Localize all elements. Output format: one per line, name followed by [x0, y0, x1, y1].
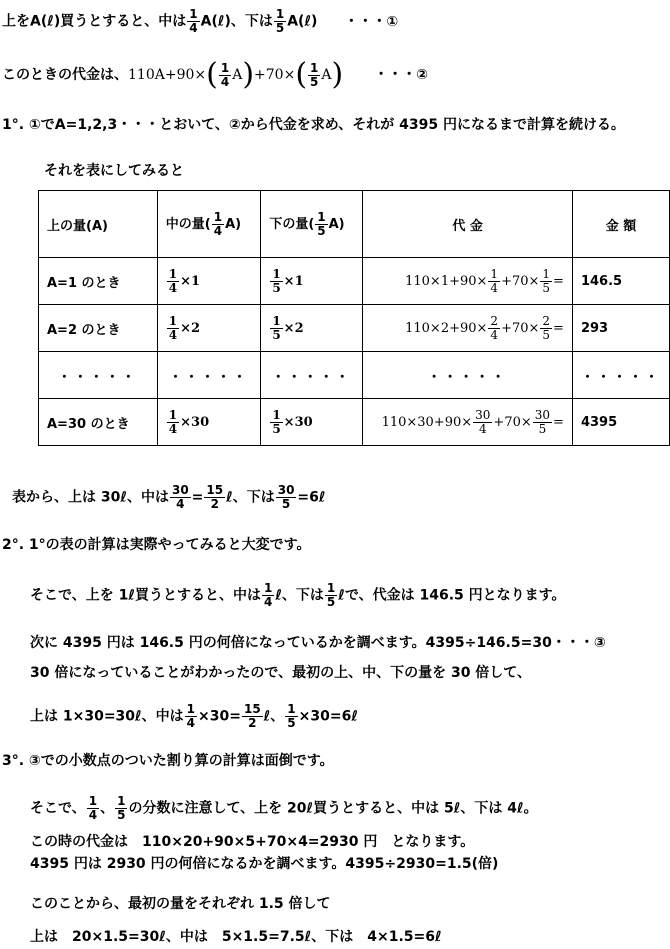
row-cost [363, 305, 573, 352]
cost-expr: = [553, 320, 564, 336]
row-amount: 293 [572, 305, 669, 352]
fraction [533, 409, 552, 436]
denominator: 5 [542, 327, 551, 342]
fraction [270, 315, 282, 342]
paragraph-text: そこで、上を 1ℓ買うとすると、中は [30, 587, 261, 604]
result-text: = [191, 489, 204, 506]
numerator: 1 [542, 266, 551, 281]
expression: A [232, 67, 243, 83]
step3-paragraph-4: このことから、最初の量をそれぞれ 1.5 倍して [30, 896, 331, 912]
step2-paragraph-2: 次に 4395 円は 146.5 円の何倍になっているかを調べます。4395÷146.5=30・・・③ [30, 635, 606, 651]
denominator: 4 [168, 280, 178, 295]
row-label: A=2 のとき [39, 305, 158, 352]
intro-line-1 [2, 8, 398, 35]
cost-expr: +70× [501, 320, 540, 336]
numerator: 15 [206, 483, 224, 497]
fraction [274, 8, 286, 35]
numerator: 1 [272, 407, 281, 422]
denominator: 4 [490, 327, 499, 342]
row-middle [157, 258, 261, 305]
ellipsis-cell: ・・・・・ [572, 352, 669, 399]
step3-title: 3°. ③での小数点のついた割り算の計算は面倒です。 [2, 753, 334, 769]
multiplier: ×30 [283, 414, 313, 430]
denominator: 5 [287, 716, 296, 730]
fraction [540, 268, 552, 295]
table-row [39, 305, 670, 352]
numerator: 1 [490, 266, 499, 281]
paragraph-text: 、 [100, 800, 115, 817]
denominator: 4 [263, 595, 273, 609]
ellipsis-cell: ・・・・・ [157, 352, 261, 399]
fraction [167, 315, 179, 342]
paragraph-text: ×30=6ℓ [298, 708, 358, 725]
intro-line-2: このときの代金は、110A+90×( $\frac{1}{4}$ A)+70×( $\frac{1}{5}$ A) ・・・② [2, 57, 428, 92]
denominator: 5 [275, 21, 285, 35]
denominator: 4 [186, 716, 196, 730]
header-middle [157, 191, 261, 258]
numerator: 1 [287, 702, 296, 716]
table-row [39, 258, 670, 305]
header-text: A) [328, 216, 345, 232]
numerator: 1 [168, 313, 178, 328]
fraction [315, 211, 327, 238]
denominator: 5 [538, 421, 547, 436]
header-lower [261, 191, 363, 258]
expression: A [321, 67, 332, 83]
fraction [285, 703, 297, 730]
fraction [270, 268, 282, 295]
numerator: 30 [534, 407, 551, 422]
table-row-dots [39, 352, 670, 399]
numerator: 1 [310, 60, 319, 75]
step1-lead: それを表にしてみると [44, 163, 184, 179]
intro-text: A(ℓ) [287, 13, 318, 30]
denominator: 5 [117, 808, 126, 822]
numerator: 1 [186, 702, 196, 716]
numerator: 1 [220, 60, 230, 75]
denominator: 4 [176, 497, 185, 511]
step1-title: 1°. ①でA=1,2,3・・・とおいて、②から代金を求め、それが 4395 円になるまで計算を続ける。 [2, 117, 625, 133]
fraction [204, 484, 225, 511]
cost-expr: 110×30+90× [381, 414, 473, 430]
expression: +70× [254, 67, 296, 83]
step3-paragraph-5: 上は 20×1.5=30ℓ、中は 5×1.5=7.5ℓ、下は 4×1.5=6ℓ [30, 929, 442, 945]
paragraph-text: ×30= [198, 708, 241, 725]
denominator: 4 [213, 223, 223, 238]
row-lower [261, 399, 363, 446]
fraction [87, 795, 99, 822]
row-lower [261, 305, 363, 352]
numerator: 1 [168, 266, 178, 281]
numerator: 1 [317, 209, 326, 224]
row-cost [363, 258, 573, 305]
fraction [242, 703, 263, 730]
step2-paragraph-4 [30, 703, 358, 730]
cost-expr: 110×1+90× [405, 273, 488, 289]
paragraph-text: ℓで、代金は 146.5 円となります。 [338, 587, 566, 604]
denominator: 2 [248, 716, 257, 730]
numerator: 2 [490, 313, 499, 328]
multiplier: ×2 [180, 320, 201, 336]
fraction [488, 315, 500, 342]
fraction [115, 795, 127, 822]
step3-paragraph-1 [30, 795, 538, 822]
denominator: 4 [220, 74, 230, 89]
fraction [276, 484, 297, 511]
numerator: 1 [272, 266, 281, 281]
result-text: ℓ、下は [226, 489, 275, 506]
row-middle [157, 305, 261, 352]
paragraph-text: の分数に注意して、上を 20ℓ買うとすると、中は 5ℓ、下は 4ℓ。 [128, 800, 538, 817]
multiplier: ×2 [283, 320, 304, 336]
expression: 110A+90× [128, 67, 207, 83]
cost-expr: +70× [501, 273, 540, 289]
denominator: 5 [272, 280, 281, 295]
denominator: 5 [542, 280, 551, 295]
paragraph-text: ℓ、下は [275, 587, 324, 604]
numerator: 1 [88, 794, 98, 808]
intro-text: A(ℓ)、下は [200, 13, 273, 30]
cost-expr: 110×2+90× [405, 320, 488, 336]
result-text: 表から、上は 30ℓ、中は [12, 489, 169, 506]
numerator: 1 [189, 7, 198, 21]
calculation-table [38, 190, 670, 446]
ellipsis-cell: ・・・・・ [261, 352, 363, 399]
multiplier: ×30 [180, 414, 210, 430]
denominator: 4 [88, 808, 98, 822]
row-label: A=1 のとき [39, 258, 158, 305]
numerator: 2 [542, 313, 551, 328]
equation-marker: ・・・② [374, 67, 428, 83]
denominator: 5 [272, 421, 281, 436]
denominator: 5 [281, 497, 291, 511]
row-middle [157, 399, 261, 446]
numerator: 15 [243, 702, 261, 716]
step2-title: 2°. 1°の表の計算は実際やってみると大変です。 [2, 537, 311, 553]
denominator: 5 [326, 595, 336, 609]
denominator: 4 [189, 21, 198, 35]
fraction [488, 268, 500, 295]
numerator: 1 [168, 407, 178, 422]
cost-expr: +70× [493, 414, 532, 430]
equation-marker: ・・・① [344, 13, 399, 30]
ellipsis-cell: ・・・・・ [363, 352, 573, 399]
header-cost: 代 金 [363, 191, 573, 258]
header-amount: 金 額 [572, 191, 669, 258]
result-text: =6ℓ [297, 489, 326, 506]
step3-paragraph-2: この時の代金は 110×20+90×5+70×4=2930 円 となります。 [30, 834, 475, 850]
denominator: 4 [490, 280, 499, 295]
fraction [212, 211, 224, 238]
paragraph-text: そこで、 [30, 800, 86, 817]
multiplier: ×1 [283, 273, 304, 289]
row-cost [363, 399, 573, 446]
denominator: 4 [478, 421, 487, 436]
header-text: 下の量( [269, 216, 315, 232]
fraction [187, 8, 199, 35]
cost-expr: = [553, 414, 564, 430]
intro-text: このときの代金は、 [2, 67, 128, 83]
fraction [167, 268, 179, 295]
fraction [270, 409, 282, 436]
denominator: 5 [317, 223, 326, 238]
fraction [540, 315, 552, 342]
numerator: 30 [277, 483, 295, 497]
fraction [167, 409, 179, 436]
denominator: 5 [272, 327, 281, 342]
numerator: 1 [326, 581, 336, 595]
numerator: 30 [475, 407, 491, 422]
denominator: 2 [210, 497, 219, 511]
step2-paragraph-1 [30, 582, 566, 609]
denominator: 4 [168, 327, 178, 342]
step3-paragraph-3: 4395 円は 2930 円の何倍になるかを調べます。4395÷2930=1.5(倍) [30, 856, 499, 872]
fraction [219, 62, 231, 89]
table-header-row [39, 191, 670, 258]
header-text: A) [225, 216, 242, 232]
fraction [170, 484, 191, 511]
multiplier: ×1 [180, 273, 201, 289]
numerator: 1 [213, 209, 223, 224]
numerator: 1 [117, 794, 126, 808]
step2-paragraph-3: 30 倍になっていることがわかったので、最初の上、中、下の量を 30 倍して、 [30, 665, 532, 681]
fraction [262, 582, 274, 609]
paragraph-text: ℓ、 [263, 708, 285, 725]
denominator: 5 [310, 74, 319, 89]
numerator: 1 [272, 313, 281, 328]
fraction [325, 582, 337, 609]
row-amount: 4395 [572, 399, 669, 446]
result1-line [12, 484, 326, 511]
intro-text: 上をA(ℓ)買うとすると、中は [2, 13, 187, 30]
row-label: A=30 のとき [39, 399, 158, 446]
fraction [308, 62, 320, 89]
cost-expr: = [553, 273, 564, 289]
numerator: 1 [275, 7, 285, 21]
row-amount: 146.5 [572, 258, 669, 305]
paragraph-text: 上は 1×30=30ℓ、中は [30, 708, 184, 725]
denominator: 4 [168, 421, 178, 436]
numerator: 30 [171, 483, 189, 497]
fraction [473, 409, 492, 436]
header-text: 中の量( [165, 216, 211, 232]
ellipsis-cell: ・・・・・ [39, 352, 158, 399]
row-lower [261, 258, 363, 305]
header-upper: 上の量(A) [39, 191, 158, 258]
table-row [39, 399, 670, 446]
numerator: 1 [263, 581, 273, 595]
fraction [185, 703, 197, 730]
